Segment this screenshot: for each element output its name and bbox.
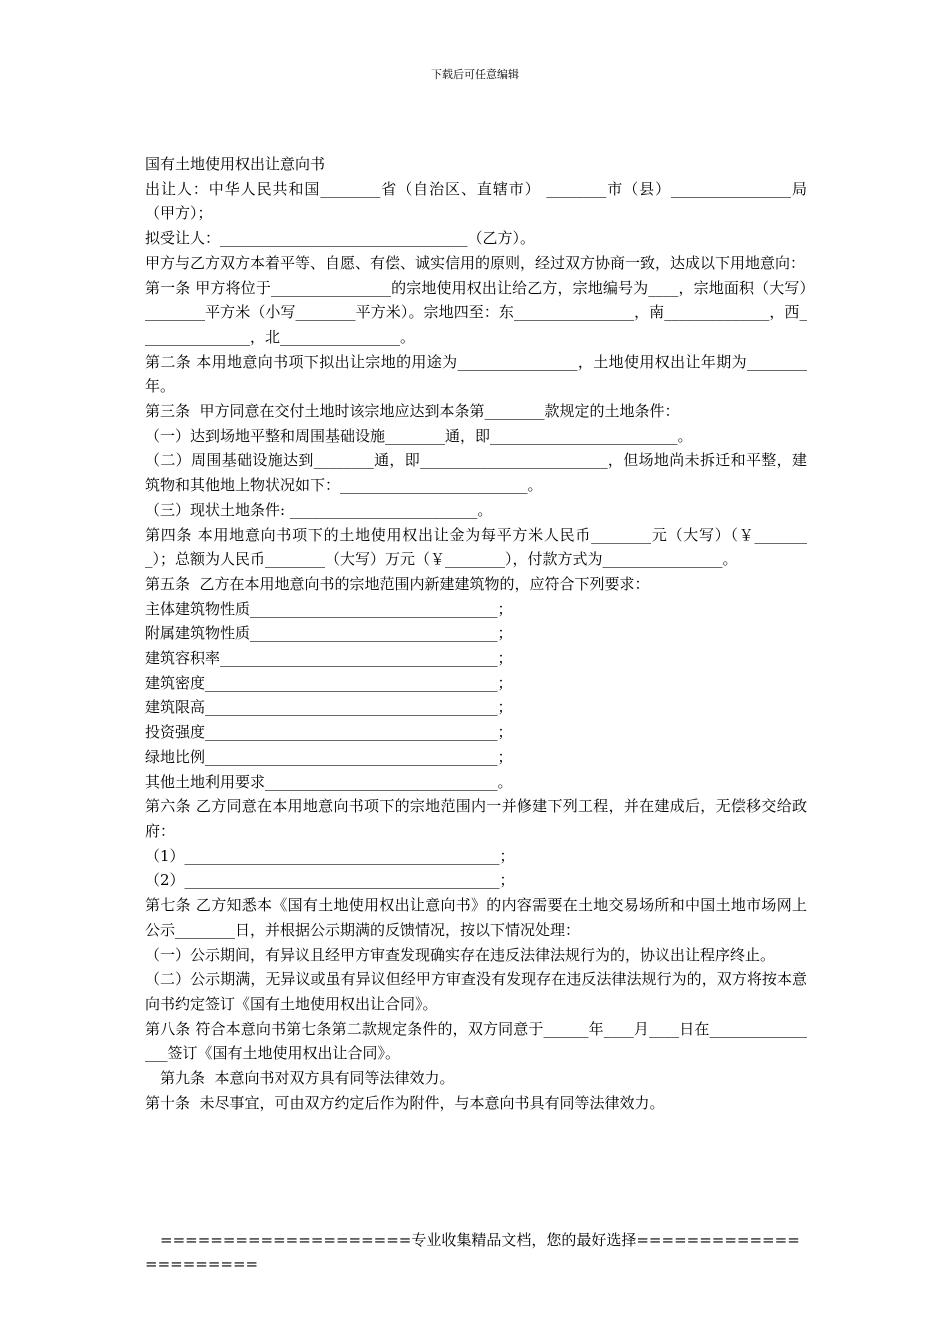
article-7-item-2: （二）公示期满，无异议或虽有异议但经甲方审查没有发现存在违反法律法规行为的，双方将按本意向书约定签订《国有土地使用权出让合同》。	[145, 970, 807, 1013]
article-7-item-1: （一）公示期间，有异议且经甲方审查发现确实存在违反法律法规行为的，协议出让程序终止。	[145, 945, 776, 964]
requirement-investment-intensity: 投资强度_______________________________________；	[145, 723, 513, 742]
article-2: 第二条 本用地意向书项下拟出让宗地的用途为________________，土地使用权出让年期为________年。	[145, 352, 807, 396]
article-4: 第四条 本用地意向书项下的土地使用权出让金为每平方米人民币________元（大写）（￥________）；总额为人民币________（大写）万元（￥________），付款方式为________________。	[145, 525, 807, 569]
requirement-plot-ratio: 建筑容积率_____________________________________；	[145, 649, 513, 668]
document-body	[145, 152, 807, 1115]
party-transferor: 出让人：中华人民共和国________省（自治区、直辖市） ________市（县）________________局（甲方）；	[145, 179, 807, 223]
requirement-green-ratio: 绿地比例_______________________________________；	[145, 747, 513, 766]
document-title: 国有土地使用权出让意向书	[145, 155, 326, 173]
article-5: 第五条 乙方在本用地意向书的宗地范围内新建建筑物的，应符合下列要求：	[145, 574, 650, 593]
preamble: 甲方与乙方双方本着平等、自愿、有偿、诚实信用的原则，经过双方协商一致，达成以下用地意向：	[145, 253, 806, 272]
article-6: 第六条 乙方同意在本用地意向书项下的宗地范围内一并修建下列工程，并在建成后，无偿移交给政府：	[145, 797, 807, 840]
article-3-item-3: （三）现状土地条件: _________________________。	[145, 500, 493, 519]
article-9: 第九条 本意向书对双方具有同等法律效力。	[160, 1069, 455, 1088]
requirement-auxiliary-building: 附属建筑物性质_________________________________；	[145, 624, 513, 643]
article-3: 第三条 甲方同意在交付土地时该宗地应达到本条第________款规定的土地条件：	[145, 402, 680, 421]
article-10: 第十条 未尽事宜，可由双方约定后作为附件，与本意向书具有同等法律效力。	[145, 1093, 665, 1112]
party-transferee: 拟受让人：_________________________________（乙方）。	[145, 229, 536, 248]
requirement-other: 其他土地利用要求_______________________________。	[145, 772, 513, 791]
article-3-item-1: （一）达到场地平整和周围基础设施________通，即_________________________。	[145, 426, 693, 445]
page-header: 下载后可任意编辑	[431, 68, 519, 81]
article-1: 第一条 甲方将位于________________的宗地使用权出让给乙方，宗地编号为____，宗地面积（大写）________平方米（小写________平方米）。宗地四至：东________________，南______________，西_______________，北________________。	[145, 278, 807, 346]
article-3-item-2: （二）周围基础设施达到________通，即_________________________，但场地尚未拆迁和平整，建筑物和其他地上物状况如下：_________________________。	[145, 451, 807, 495]
article-6-item-2: （2）__________________________________________；	[145, 871, 515, 890]
requirement-height-limit: 建筑限高_______________________________________；	[145, 698, 513, 717]
requirement-main-building: 主体建筑物性质_________________________________；	[145, 599, 513, 618]
article-6-item-1: （1）__________________________________________；	[145, 846, 515, 865]
article-8: 第八条 符合本意向书第七条第二款规定条件的，双方同意于______年____月____日在________________签订《国有土地使用权出让合同》。	[145, 1019, 807, 1063]
requirement-building-density: 建筑密度_______________________________________；	[145, 673, 513, 692]
article-7: 第七条 乙方知悉本《国有土地使用权出让意向书》的内容需要在土地交易场所和中国土地市场网上公示________日，并根据公示期满的反馈情况，按以下情况处理：	[145, 896, 807, 939]
page-footer: ====================专业收集精品文档，您的最好选择======================	[145, 1231, 800, 1273]
